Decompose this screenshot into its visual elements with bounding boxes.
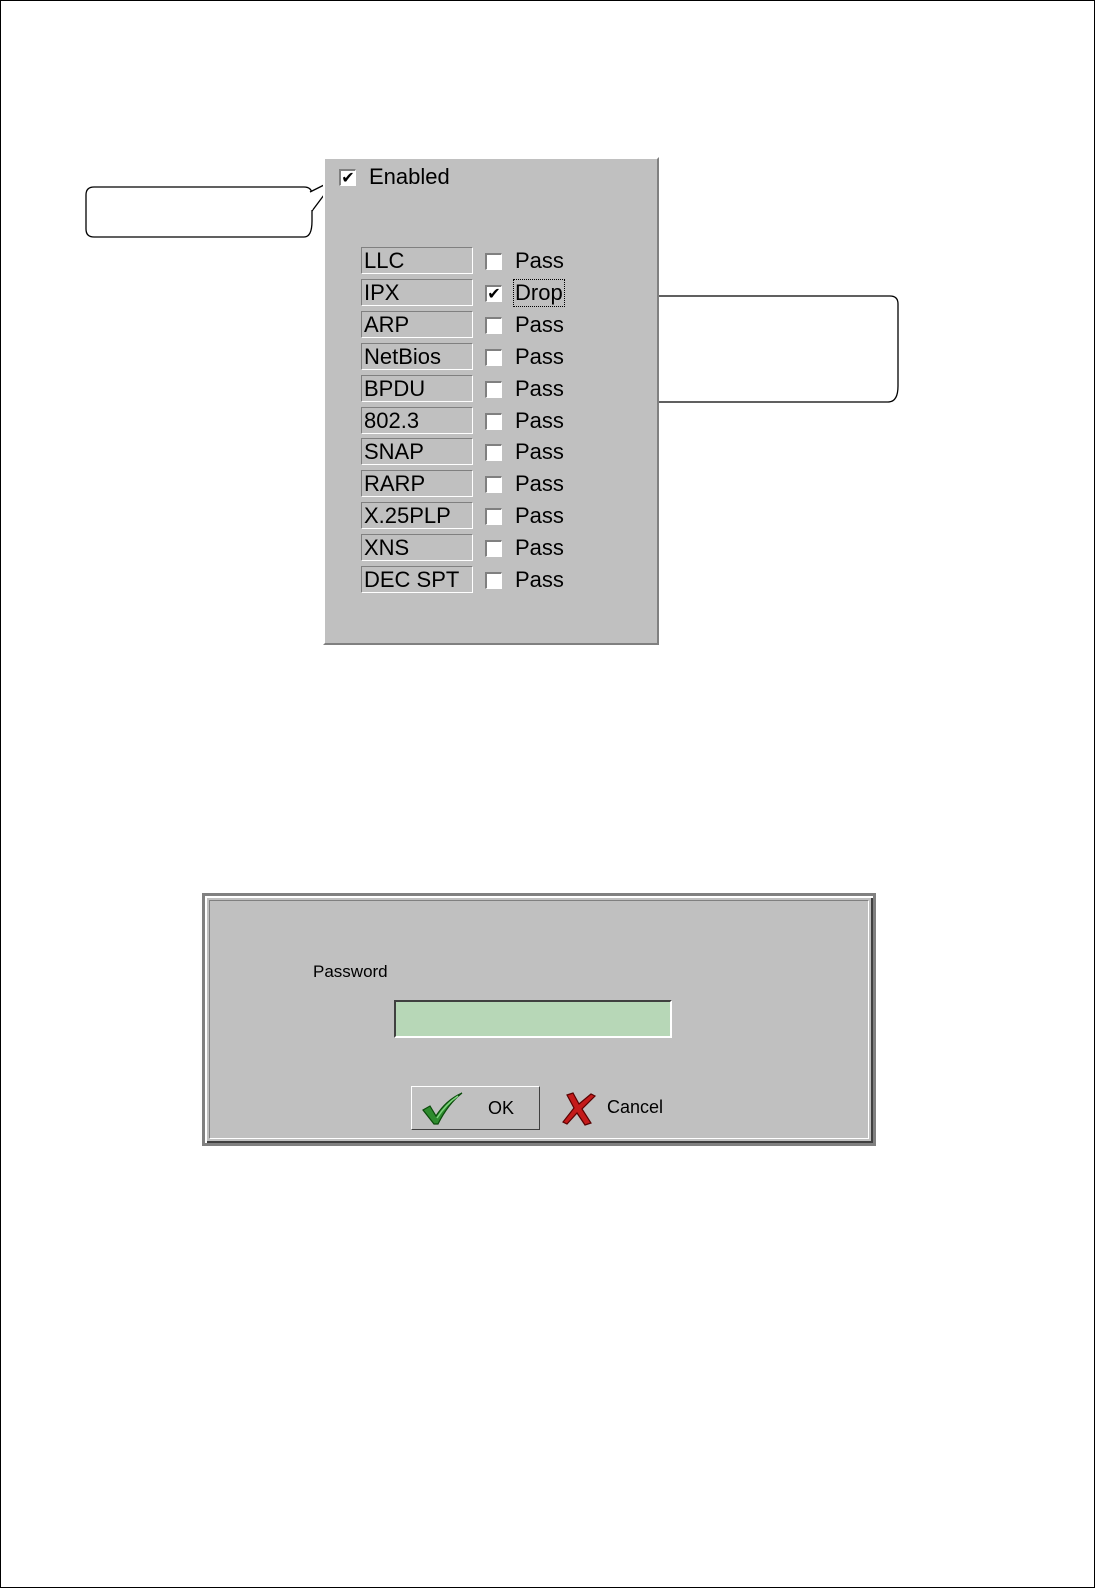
protocol-action-label: Pass bbox=[515, 376, 564, 401]
protocol-name-field: LLC bbox=[361, 247, 473, 274]
protocol-row bbox=[361, 375, 621, 403]
protocol-action-label: Pass bbox=[515, 344, 564, 369]
ok-button[interactable] bbox=[411, 1086, 540, 1130]
protocol-row bbox=[361, 502, 621, 530]
protocol-name-field: 802.3 bbox=[361, 407, 473, 434]
protocol-action-label: Drop bbox=[515, 280, 563, 305]
protocol-action-checkbox[interactable] bbox=[485, 253, 502, 270]
protocol-row bbox=[361, 311, 621, 339]
protocol-action-checkbox[interactable] bbox=[485, 572, 502, 589]
protocol-name-field: XNS bbox=[361, 534, 473, 561]
protocol-action-checkbox[interactable] bbox=[485, 476, 502, 493]
protocol-action-checkbox[interactable] bbox=[485, 317, 502, 334]
protocol-name-field: IPX bbox=[361, 279, 473, 306]
protocol-action-checkbox[interactable] bbox=[485, 413, 502, 430]
protocol-name-field: X.25PLP bbox=[361, 502, 473, 529]
cancel-label: Cancel bbox=[607, 1097, 664, 1117]
protocol-action-label: Pass bbox=[515, 471, 564, 496]
protocol-action-label: Pass bbox=[515, 503, 564, 528]
cancel-x-icon bbox=[561, 1092, 597, 1126]
protocol-action-label: Pass bbox=[515, 312, 564, 337]
protocol-row bbox=[361, 343, 621, 371]
protocol-name-field: NetBios bbox=[361, 343, 473, 370]
callout-enabled bbox=[80, 175, 350, 245]
protocol-action-label: Pass bbox=[515, 567, 564, 592]
protocol-row bbox=[361, 279, 621, 307]
protocol-row bbox=[361, 407, 621, 435]
protocol-row bbox=[361, 566, 621, 594]
protocol-action-label: Pass bbox=[515, 535, 564, 560]
protocol-action-checkbox[interactable]: ✔ bbox=[485, 285, 502, 302]
password-dialog-inner bbox=[209, 900, 869, 1139]
protocol-name-field: RARP bbox=[361, 470, 473, 497]
password-input[interactable] bbox=[394, 1000, 672, 1038]
checkmark-icon bbox=[420, 1092, 464, 1126]
protocol-action-label: Pass bbox=[515, 439, 564, 464]
protocol-action-checkbox[interactable] bbox=[485, 508, 502, 525]
cancel-button[interactable] bbox=[555, 1086, 685, 1130]
protocol-action-checkbox[interactable] bbox=[485, 349, 502, 366]
protocol-name-field: DEC SPT bbox=[361, 566, 473, 593]
protocol-name-field: SNAP bbox=[361, 438, 473, 465]
protocol-row bbox=[361, 438, 621, 466]
protocol-action-label: Pass bbox=[515, 408, 564, 433]
enabled-label: Enabled bbox=[369, 164, 450, 189]
filter-panel bbox=[323, 157, 659, 645]
enabled-checkbox[interactable]: ✔ bbox=[339, 169, 356, 186]
password-label: Password bbox=[313, 962, 388, 981]
protocol-action-checkbox[interactable] bbox=[485, 540, 502, 557]
protocol-name-field: BPDU bbox=[361, 375, 473, 402]
protocol-row bbox=[361, 247, 621, 275]
ok-label: OK bbox=[488, 1098, 515, 1118]
protocol-row bbox=[361, 534, 621, 562]
protocol-action-checkbox[interactable] bbox=[485, 444, 502, 461]
protocol-name-field: ARP bbox=[361, 311, 473, 338]
protocol-action-checkbox[interactable] bbox=[485, 381, 502, 398]
protocol-action-label: Pass bbox=[515, 248, 564, 273]
protocol-row bbox=[361, 470, 621, 498]
password-dialog bbox=[202, 893, 876, 1146]
